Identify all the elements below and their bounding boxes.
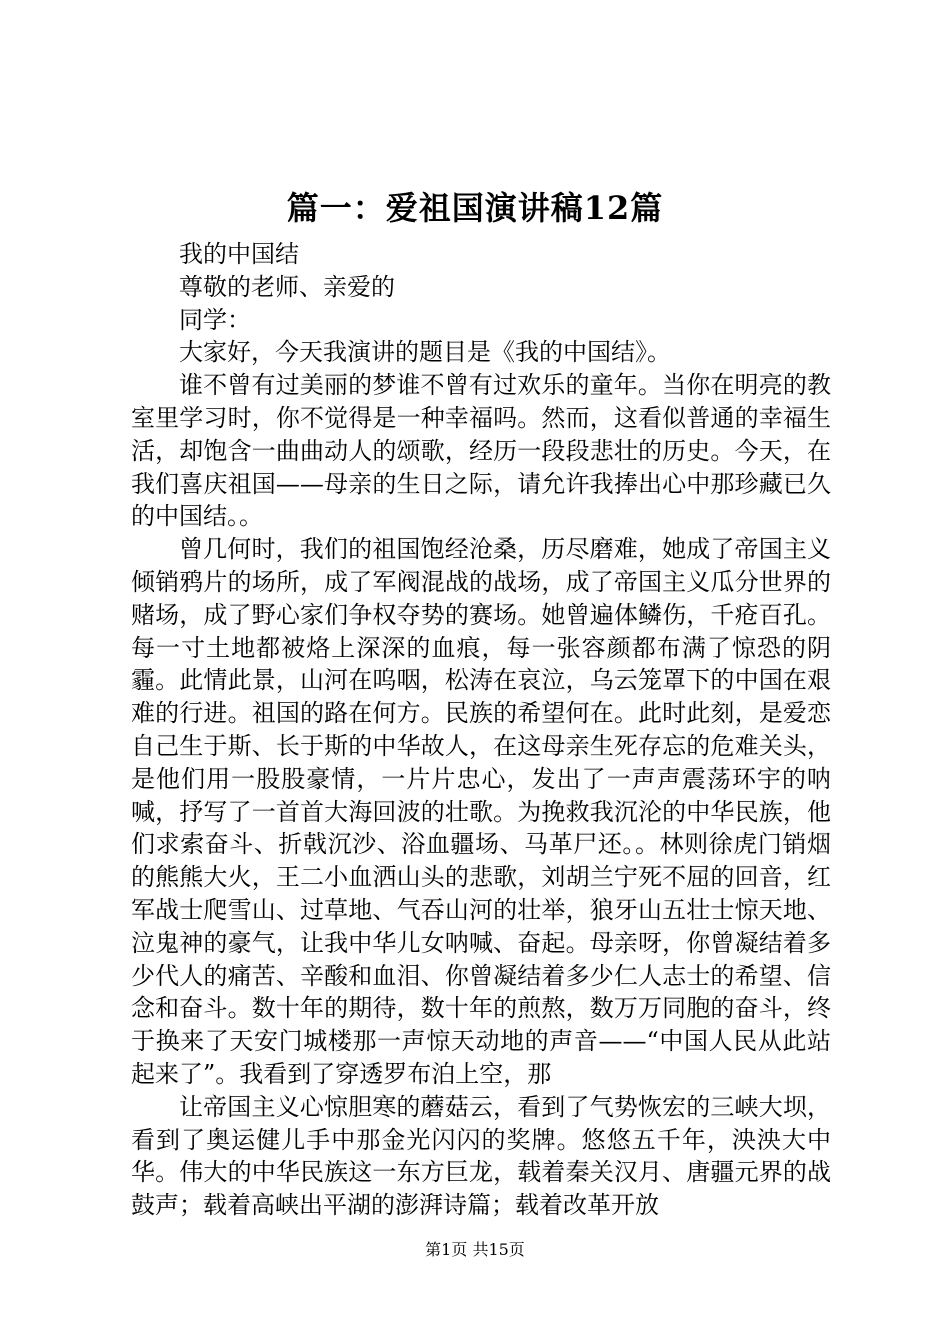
paragraph-intro: 谁不曾有过美丽的梦谁不曾有过欢乐的童年。当你在明亮的教室里学习时，你不觉得是一种幸福吗。然而，这看似普通的幸福生活，却饱含一曲曲动人的颂歌，经历一段段悲壮的历史。今天，在我们喜庆祖国——母亲的生日之际，请允许我捧出心中那珍藏已久的中国结。。	[131, 371, 831, 531]
paragraph-greeting: 大家好，今天我演讲的题目是《我的中国结》。	[179, 338, 671, 367]
paragraph-salutation-2: 同学：	[179, 305, 251, 334]
document-title: 篇一：爱祖国演讲稿12篇	[286, 189, 664, 227]
paragraph-achievements: 让帝国主义心惊胆寒的蘑菇云，看到了气势恢宏的三峡大坝，看到了奥运健儿手中那金光闪闪的奖牌。悠悠五千年，泱泱大中华。伟大的中华民族这一东方巨龙，载着秦关汉月、唐疆元界的战鼓声；载着高峡出平湖的澎湃诗篇；载着改革开放	[131, 1092, 831, 1220]
paragraph-history: 曾几何时，我们的祖国饱经沧桑，历尽磨难，她成了帝国主义倾销鸦片的场所，成了军阀混战的战场，成了帝国主义瓜分世界的赌场，成了野心家们争权夺势的赛场。她曾遍体鳞伤，千疮百孔。每一寸土地都被烙上深深的血痕，每一张容颜都布满了惊恐的阴霾。此情此景，山河在呜咽，松涛在哀泣，乌云笼罩下的中国在艰难的行进。祖国的路在何方。民族的希望何在。此时此刻，是爱恋自己生于斯、长于斯的中华故人，在这母亲生死存忘的危难关头，是他们用一股股豪情，一片片忠心，发出了一声声震荡环宇的呐喊，抒写了一首首大海回波的壮歌。为挽救我沉沦的中华民族，他们求索奋斗、折戟沉沙、浴血疆场、马革尸还。。林则徐虎门销烟的熊熊大火，王二小血洒山头的悲歌，刘胡兰宁死不屈的回音，红军战士爬雪山、过草地、气吞山河的壮举，狼牙山五壮士惊天地、泣鬼神的豪气，让我中华儿女呐喊、奋起。母亲呀，你曾凝结着多少代人的痛苦、辛酸和血泪、你曾凝结着多少仁人志士的希望、信念和奋斗。数十年的期待，数十年的煎熬，数万万同胞的奋斗，终于换来了天安门城楼那一声惊天动地的声音——“中国人民从此站起来了”。我看到了穿透罗布泊上空，那	[131, 535, 831, 1088]
paragraph-subtitle: 我的中国结	[179, 240, 299, 268]
page-number-footer: 第1页 共15页	[425, 1240, 525, 1259]
document-body	[131, 238, 831, 1222]
paragraph-salutation-1: 尊敬的老师、亲爱的	[179, 272, 395, 301]
